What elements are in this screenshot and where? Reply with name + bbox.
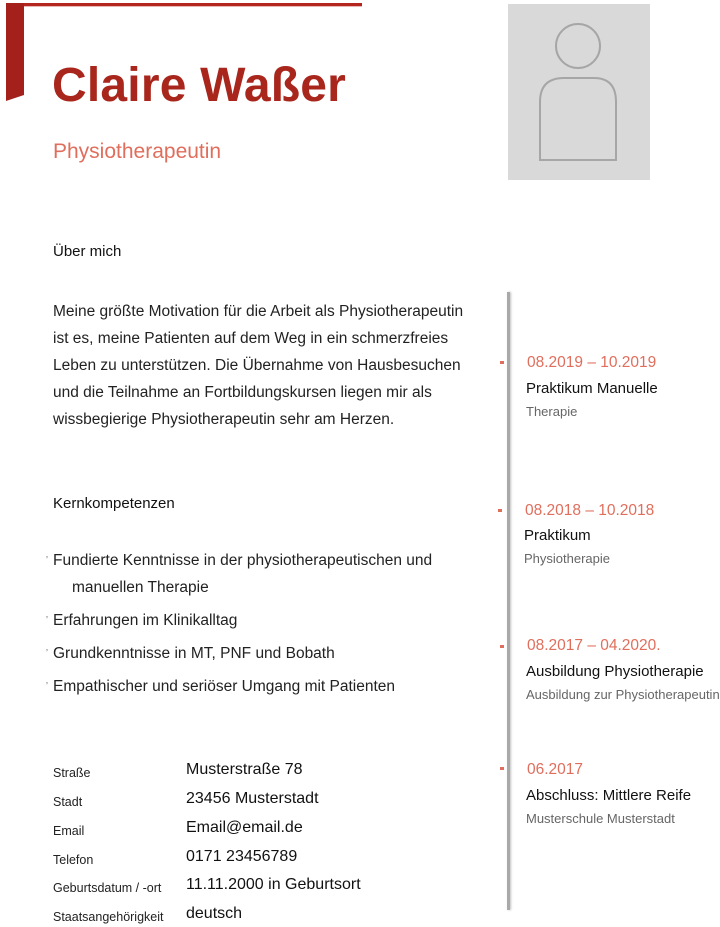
contact-row-nationality: [53, 905, 473, 927]
timeline-description: Therapie: [526, 404, 578, 419]
timeline-title: Abschluss: Mittlere Reife: [526, 787, 692, 804]
skill-item-text: Erfahrungen im Klinikalltag: [53, 612, 238, 629]
about-text: Meine größte Motivation für die Arbeit als Physiotherapeutin ist es, meine Patienten auf dem Weg in ein schmerzfreies Leben zu unterstützen. Die Übernahme von Hausbesuchen und die Teilnahme an Fortbildungskursen liegen mir als wissbegierige Physiotherapeutin sehr am Herzen.: [53, 303, 464, 428]
contact-row-phone: [53, 848, 473, 870]
contact-row-birth: [53, 876, 473, 898]
timeline-title: Praktikum Manuelle: [526, 380, 658, 397]
candidate-name: Claire Waßer: [52, 59, 347, 112]
timeline-date: 08.2017 – 04.2020.: [527, 637, 661, 654]
contact-row-email: [53, 819, 473, 841]
contact-label: Telefon: [53, 853, 94, 867]
skill-item: [46, 607, 476, 634]
timeline-description: Physiotherapie: [524, 551, 610, 566]
skill-item-text: Fundierte Kenntnisse in der physiotherapeutischen und: [53, 552, 433, 569]
header-top-rule-shadow: [10, 6, 362, 7]
timeline-description-clipped: [524, 551, 704, 566]
contact-row-city: [53, 790, 473, 812]
contact-label: Straße: [53, 766, 91, 780]
contact-value: 23456 Musterstadt: [186, 790, 319, 807]
skill-item-text-continued: manuellen Therapie: [72, 579, 209, 596]
timeline-description: Musterschule Musterstadt: [526, 811, 675, 826]
contact-row-street: [53, 761, 473, 783]
skills-heading: Kernkompetenzen: [53, 495, 175, 512]
skill-item-text: Empathischer und seriöser Umgang mit Patienten: [53, 678, 396, 695]
contact-label: Stadt: [53, 795, 83, 809]
bullet-icon: ʼ: [46, 648, 48, 658]
contact-value: 0171 23456789: [186, 848, 298, 865]
profile-photo-placeholder[interactable]: [508, 4, 650, 180]
skills-list: [46, 547, 476, 706]
skill-item: [46, 640, 476, 667]
timeline-marker: [500, 767, 504, 770]
contact-label: Geburtsdatum / -ort: [53, 881, 162, 895]
person-silhouette-icon: [508, 4, 650, 180]
about-heading: Über mich: [53, 243, 122, 260]
contact-value-email[interactable]: Email@email.de: [186, 819, 303, 836]
timeline-title: Praktikum: [524, 527, 591, 544]
timeline-date: 08.2018 – 10.2018: [525, 502, 655, 519]
skill-item-text: Grundkenntnisse in MT, PNF und Bobath: [53, 645, 335, 662]
header-ribbon: [6, 3, 24, 95]
bullet-icon: ʼ: [46, 615, 48, 625]
contact-value: deutsch: [186, 905, 243, 922]
timeline-description-clipped: [526, 811, 706, 826]
timeline-marker: [500, 645, 504, 648]
bullet-icon: ʼ: [46, 555, 48, 565]
timeline-date: 06.2017: [527, 761, 584, 778]
timeline-description: Ausbildung zur Physiotherapeutin: [526, 687, 720, 702]
timeline-marker: [498, 509, 502, 512]
contact-label: Staatsangehörigkeit: [53, 910, 164, 924]
skill-item: [46, 673, 476, 700]
timeline-title: Ausbildung Physiotherapie: [526, 663, 704, 680]
timeline-marker: [500, 361, 504, 364]
job-title: Physiotherapeutin: [53, 140, 222, 163]
contact-value: 11.11.2000 in Geburtsort: [186, 876, 361, 893]
contact-label: Email: [53, 824, 85, 838]
contact-value: Musterstraße 78: [186, 761, 303, 778]
timeline-line: [507, 292, 510, 910]
timeline-description-clipped: [526, 404, 706, 419]
skill-item: [46, 547, 476, 601]
timeline-date: 08.2019 – 10.2019: [527, 354, 657, 371]
timeline-description-clipped: [526, 687, 720, 702]
bullet-icon: ʼ: [46, 681, 48, 691]
